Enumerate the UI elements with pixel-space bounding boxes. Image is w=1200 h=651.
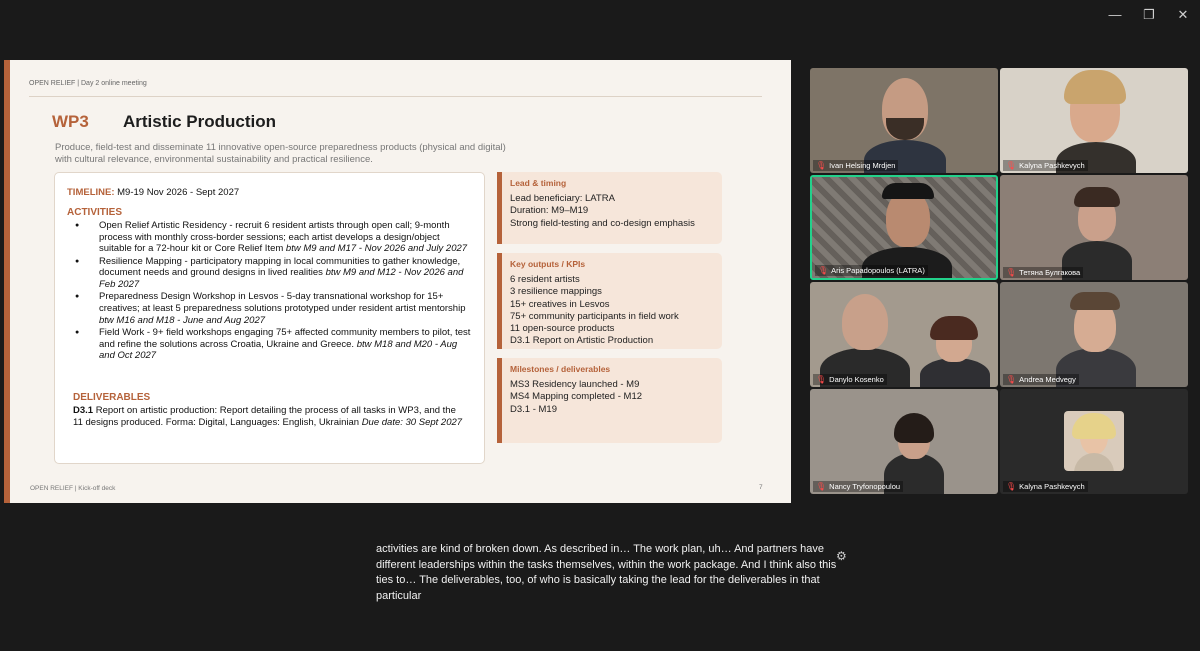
slide-header: OPEN RELIEF | Day 2 online meeting	[29, 80, 147, 87]
mic-muted-icon: 🎙	[1006, 267, 1017, 277]
mic-muted-icon: 🎙	[1006, 481, 1017, 491]
window-controls	[1108, 6, 1190, 22]
gear-icon[interactable]: ⚙	[836, 549, 847, 563]
card-line: MS4 Mapping completed - M12	[510, 391, 643, 403]
slide-accent-bar	[4, 60, 10, 503]
minimize-icon[interactable]: —	[1108, 6, 1122, 22]
timeline-label: TIMELINE:	[67, 187, 115, 198]
card-line: 3 resilience mappings	[510, 286, 602, 298]
participant-name: 🎙 Тетяна Булгакова	[1003, 267, 1083, 278]
participant-name: 🎙 Ivan Helsing Mrdjen	[813, 160, 898, 171]
mic-muted-icon: 🎙	[1006, 374, 1017, 384]
participant-tile[interactable]	[1000, 282, 1188, 387]
participant-tile[interactable]	[810, 282, 998, 387]
participant-tile[interactable]	[810, 68, 998, 173]
participant-name: 🎙 Kalyna Pashkevych	[1003, 160, 1088, 171]
shared-slide	[4, 60, 791, 503]
activities-title: ACTIVITIES	[67, 207, 123, 218]
card-milestones	[497, 358, 722, 443]
card-lead-timing	[497, 172, 722, 244]
participant-tile-active-speaker[interactable]	[810, 175, 998, 280]
participant-tile[interactable]	[810, 389, 998, 494]
card-title: Lead & timing	[510, 178, 567, 188]
card-line: Lead beneficiary: LATRA	[510, 193, 615, 204]
card-line: D3.1 Report on Artistic Production	[510, 335, 654, 347]
participant-name: 🎙 Kalyna Pashkevych	[1003, 481, 1088, 492]
slide-divider	[29, 96, 762, 97]
mic-muted-icon: 🎙	[818, 265, 829, 275]
card-title: Milestones / deliverables	[510, 364, 611, 374]
card-line: Strong field-testing and co-design emphasis	[510, 217, 695, 229]
activity-item: ● Field Work - 9+ field workshops engaging 75+ affected community members to pilot, test and refine the solutions across Croatia, Ukraine and Greece. btw M18 and M20 - Aug and Oct 2027	[75, 327, 473, 362]
card-line: 15+ creatives in Lesvos	[510, 298, 610, 310]
card-line: MS3 Residency launched - M9	[510, 379, 640, 390]
slide-subtitle: Produce, field-test and disseminate 11 innovative open-source preparedness products (physical and digital) with cultural relevance, environmental sustainability and practical resilience.	[55, 142, 506, 165]
participant-tile[interactable]	[1000, 68, 1188, 173]
participant-name: 🎙 Nancy Tryfonopoulou	[813, 481, 903, 492]
mic-muted-icon: 🎙	[1006, 160, 1017, 170]
restore-icon[interactable]: ❐	[1143, 6, 1155, 22]
activity-item: ● Open Relief Artistic Residency - recruit 6 resident artists through open call; 9-month process with monthly cross-border sessions; each artist develops a design/object suitable for a 72-hour kit or Core Relief Item btw M9 and M17 - Nov 2026 and July 2027	[75, 220, 473, 255]
participant-tile[interactable]	[1000, 175, 1188, 280]
close-icon[interactable]: ✕	[1177, 6, 1189, 22]
mic-muted-icon: 🎙	[816, 374, 827, 384]
timeline	[67, 187, 239, 198]
slide-page-number: 7	[759, 484, 763, 491]
activities-list	[75, 220, 473, 362]
timeline-value: M9-19 Nov 2026 - Sept 2027	[117, 187, 240, 198]
slide-footer: OPEN RELIEF | Kick-off deck	[30, 485, 116, 492]
mic-muted-icon: 🎙	[816, 160, 827, 170]
avatar	[1064, 411, 1124, 471]
participant-name: 🎙 Aris Papadopoulos (LATRA)	[815, 265, 928, 276]
card-line: 6 resident artists	[510, 274, 580, 285]
card-line: D3.1 - M19	[510, 403, 557, 415]
card-title: Key outputs / KPIs	[510, 259, 586, 269]
slide-title: Artistic Production	[123, 112, 277, 131]
activities-panel	[54, 172, 485, 464]
mic-muted-icon: 🎙	[816, 481, 827, 491]
deliverable-text: D3.1 Report on artistic production: Report detailing the process of all tasks in WP3, and the 11 designs produced. Forma: Digital, Languages: English, Ukrainian Due date: 30 Sept 2027	[73, 405, 463, 428]
card-line: 11 open-source products	[510, 323, 615, 335]
participant-tile[interactable]	[1000, 389, 1188, 494]
activity-item: ● Preparedness Design Workshop in Lesvos - 5-day transnational workshop for 15+ creatives; at least 5 preparedness solutions prototyped under resident artist mentorship btw M16 and M18 - June and Aug 2027	[75, 291, 473, 326]
card-line: 75+ community participants in field work	[510, 310, 679, 322]
activity-item: ● Resilience Mapping - participatory mapping in local communities to gather knowledge, document needs and ground designs in lived realities btw M9 and M12 - Nov 2026 and Feb 2027	[75, 256, 473, 291]
deliverables-title: DELIVERABLES	[73, 392, 151, 403]
card-key-outputs	[497, 253, 722, 349]
card-line: Duration: M9–M19	[510, 205, 589, 217]
participant-name: 🎙 Andrea Medvegy	[1003, 374, 1079, 385]
participant-name: 🎙 Danylo Kosenko	[813, 374, 887, 385]
live-captions: activities are kind of broken down. As described in… The work plan, uh… And partners have different leaderships within the tasks themselves, within the work package. And I think also this ties to… The deliverables, too, of who is basically taking the lead for the deliverables in that particular	[376, 543, 837, 602]
wp-label: WP3	[52, 112, 89, 131]
